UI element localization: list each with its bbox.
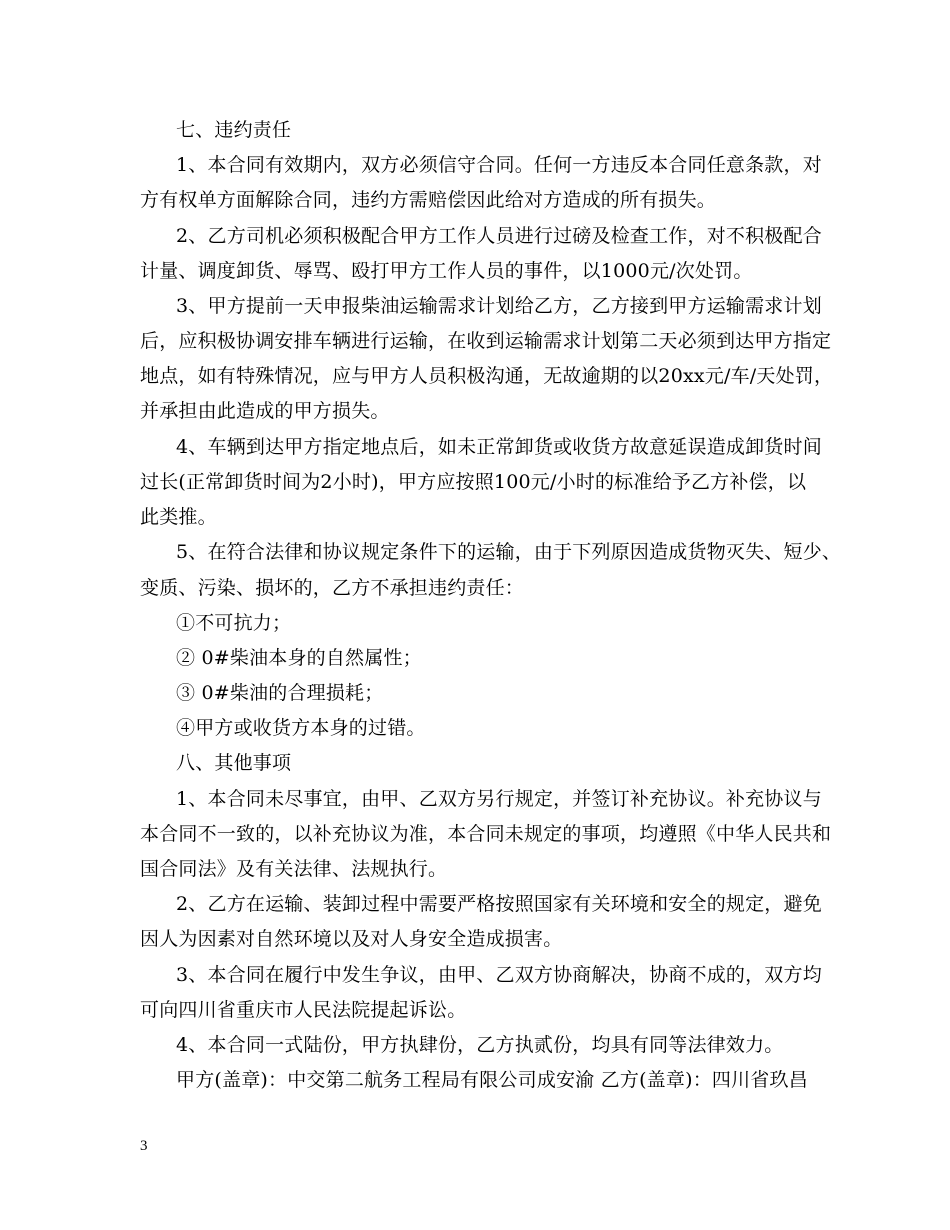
paragraph-line: 可向四川省重庆市人民法院提起诉讼。 (140, 999, 467, 1021)
paragraph-line: 此类推。 (140, 506, 217, 528)
paragraph-line: 1、本合同有效期内，双方必须信守合同。任何一方违反本合同任意条款，对 (176, 154, 822, 176)
paragraph-line: 3、本合同在履行中发生争议，由甲、乙双方协商解决，协商不成的，双方均 (176, 964, 822, 986)
paragraph-line: 地点，如有特殊情况，应与甲方人员积极沟通，无故逾期的以20xx元/车/天处罚， (140, 365, 834, 387)
paragraph-line: 2、乙方在运输、装卸过程中需要严格按照国家有关环境和安全的规定，避免 (176, 893, 822, 915)
paragraph-line: 后，应积极协调安排车辆进行运输，在收到运输需求计划第二天必须到达甲方指定 (140, 330, 832, 352)
paragraph-line: 国合同法》及有关法律、法规执行。 (140, 858, 448, 880)
list-item: ③ 0#柴油的合理损耗； (176, 682, 384, 704)
paragraph-line: 本合同不一致的，以补充协议为准，本合同未规定的事项，均遵照《中华人民共和 (140, 823, 832, 845)
paragraph-line: 方有权单方面解除合同，违约方需赔偿因此给对方造成的所有损失。 (140, 189, 717, 211)
list-item: ①不可抗力； (176, 612, 292, 634)
paragraph-line: 5、在符合法律和协议规定条件下的运输，由于下列原因造成货物灭失、短少、 (176, 541, 842, 563)
list-item: ② 0#柴油本身的自然属性； (176, 647, 422, 669)
paragraph-line: 1、本合同未尽事宜，由甲、乙双方另行规定，并签订补充协议。补充协议与 (176, 788, 822, 810)
paragraph-line: 2、乙方司机必须积极配合甲方工作人员进行过磅及检查工作，对不积极配合 (176, 225, 822, 247)
signature-line: 甲方(盖章)：中交第二航务工程局有限公司成安渝 乙方(盖章)：四川省玖昌 (176, 1069, 808, 1091)
paragraph-line: 因人为因素对自然环境以及对人身安全造成损害。 (140, 928, 563, 950)
paragraph-line: 4、车辆到达甲方指定地点后，如未正常卸货或收货方故意延误造成卸货时间 (176, 436, 822, 458)
paragraph-line: 过长(正常卸货时间为2小时)，甲方应按照100元/小时的标准给予乙方补偿，以 (140, 471, 807, 493)
paragraph-line: 并承担由此造成的甲方损失。 (140, 400, 390, 422)
list-item: ④甲方或收货方本身的过错。 (176, 717, 426, 739)
paragraph-line: 变质、污染、损坏的，乙方不承担违约责任： (140, 577, 525, 599)
paragraph-line: 计量、调度卸货、辱骂、殴打甲方工作人员的事件，以1000元/次处罚。 (140, 260, 753, 282)
paragraph-line: 4、本合同一式陆份，甲方执肆份，乙方执贰份，均具有同等法律效力。 (176, 1034, 784, 1056)
page-number: 3 (140, 1138, 148, 1154)
section-heading: 七、违约责任 (176, 119, 292, 141)
section-heading: 八、其他事项 (176, 752, 292, 774)
paragraph-line: 3、甲方提前一天申报柴油运输需求计划给乙方，乙方接到甲方运输需求计划 (176, 295, 822, 317)
